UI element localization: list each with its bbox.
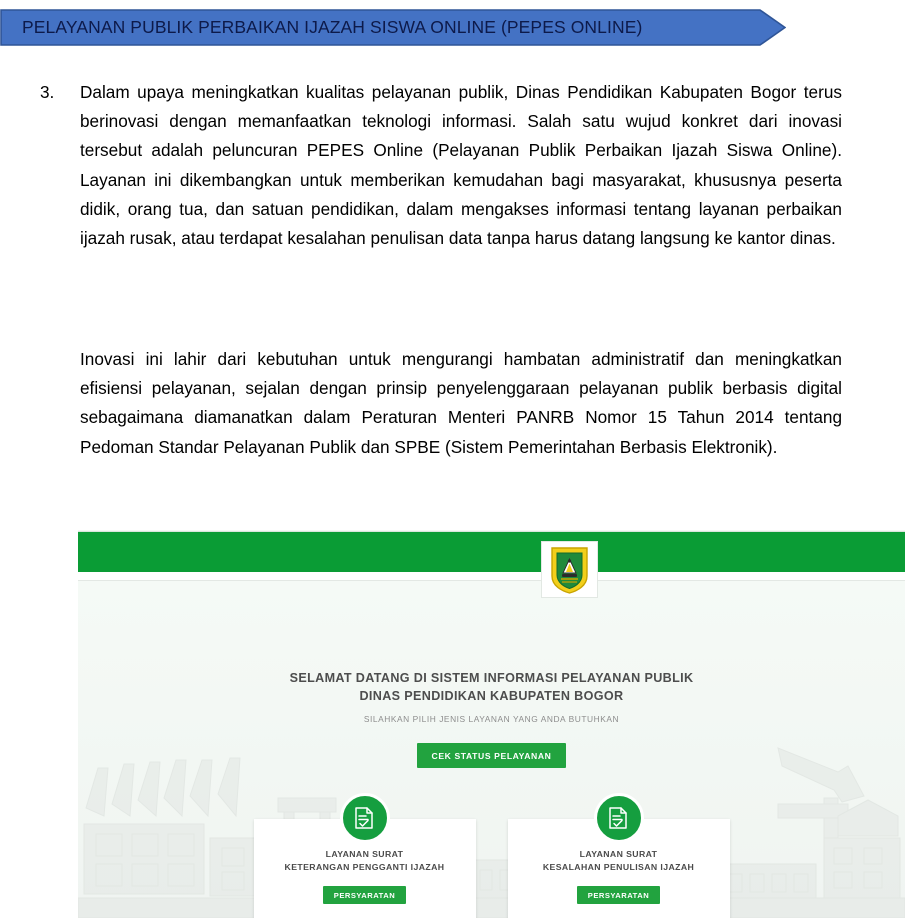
card-title-line-2: KETERANGAN PENGGANTI IJAZAH (284, 862, 445, 872)
page-title: PELAYANAN PUBLIK PERBAIKAN IJAZAH SISWA ONLINE (PEPES ONLINE) (22, 17, 643, 37)
welcome-line-2: DINAS PENDIDIKAN KABUPATEN BOGOR (359, 689, 624, 703)
cek-status-pelayanan-button[interactable]: CEK STATUS PELAYANAN (417, 743, 567, 768)
welcome-subtitle: SILAHKAN PILIH JENIS LAYANAN YANG ANDA BUTUHKAN (363, 714, 620, 724)
service-card-kesalahan-penulisan[interactable] (508, 819, 730, 918)
paragraph-text: Inovasi ini lahir dari kebutuhan untuk mengurangi hambatan administratif dan meningkatkan efisiensi pelayanan, sejalan dengan prinsip penyelenggaraan pelayanan publik berbasis digital sebagaimana diamanatkan dalam Peraturan Menteri PANRB Nomor 15 Tahun 2014 tentang Pedoman Standar Pelayanan Publik dan SPBE (Sistem Pemerintahan Berbasis Elektronik). (80, 349, 842, 457)
status-button-wrap (78, 743, 905, 768)
list-item-number: 3. (40, 82, 55, 102)
welcome-block (78, 669, 905, 726)
embedded-website-screenshot (78, 530, 905, 918)
list-item-text: Dalam upaya meningkatkan kualitas pelayanan publik, Dinas Pendidikan Kabupaten Bogor terus berinovasi dengan memanfaatkan teknologi informasi. Salah satu wujud konkret dari inovasi tersebut adalah peluncuran PEPES Online (Pelayanan Publik Perbaikan Ijazah Siswa Online). Layanan ini dikembangkan untuk memberikan kemudahan bagi masyarakat, khususnya peserta didik, orang tua, dan satuan pendidikan, dalam mengakses informasi tentang layanan perbaikan ijazah rusak, atau terdapat kesalahan penulisan data tanpa harus datang langsung ke kantor dinas. (80, 82, 842, 249)
document-check-icon (340, 793, 390, 843)
card-title-line-1: LAYANAN SURAT (579, 849, 658, 859)
document-paragraph-2 (80, 345, 842, 462)
service-card-list (78, 819, 905, 918)
document-list-item (38, 78, 842, 253)
document-check-icon (594, 793, 644, 843)
card-title-line-1: LAYANAN SURAT (325, 849, 404, 859)
persyaratan-button[interactable]: PERSYARATAN (323, 886, 406, 904)
card-title-line-2: KESALAHAN PENULISAN IJAZAH (542, 862, 695, 872)
site-header-bar (78, 531, 905, 572)
site-hero-section (78, 581, 905, 918)
kabupaten-bogor-seal-icon (542, 542, 597, 597)
page-header-banner (0, 9, 786, 46)
persyaratan-button[interactable]: PERSYARATAN (577, 886, 660, 904)
service-card-penggganti-ijazah[interactable] (254, 819, 476, 918)
welcome-line-1: SELAMAT DATANG DI SISTEM INFORMASI PELAYANAN PUBLIK (289, 671, 694, 685)
site-header-underbar (78, 572, 905, 581)
